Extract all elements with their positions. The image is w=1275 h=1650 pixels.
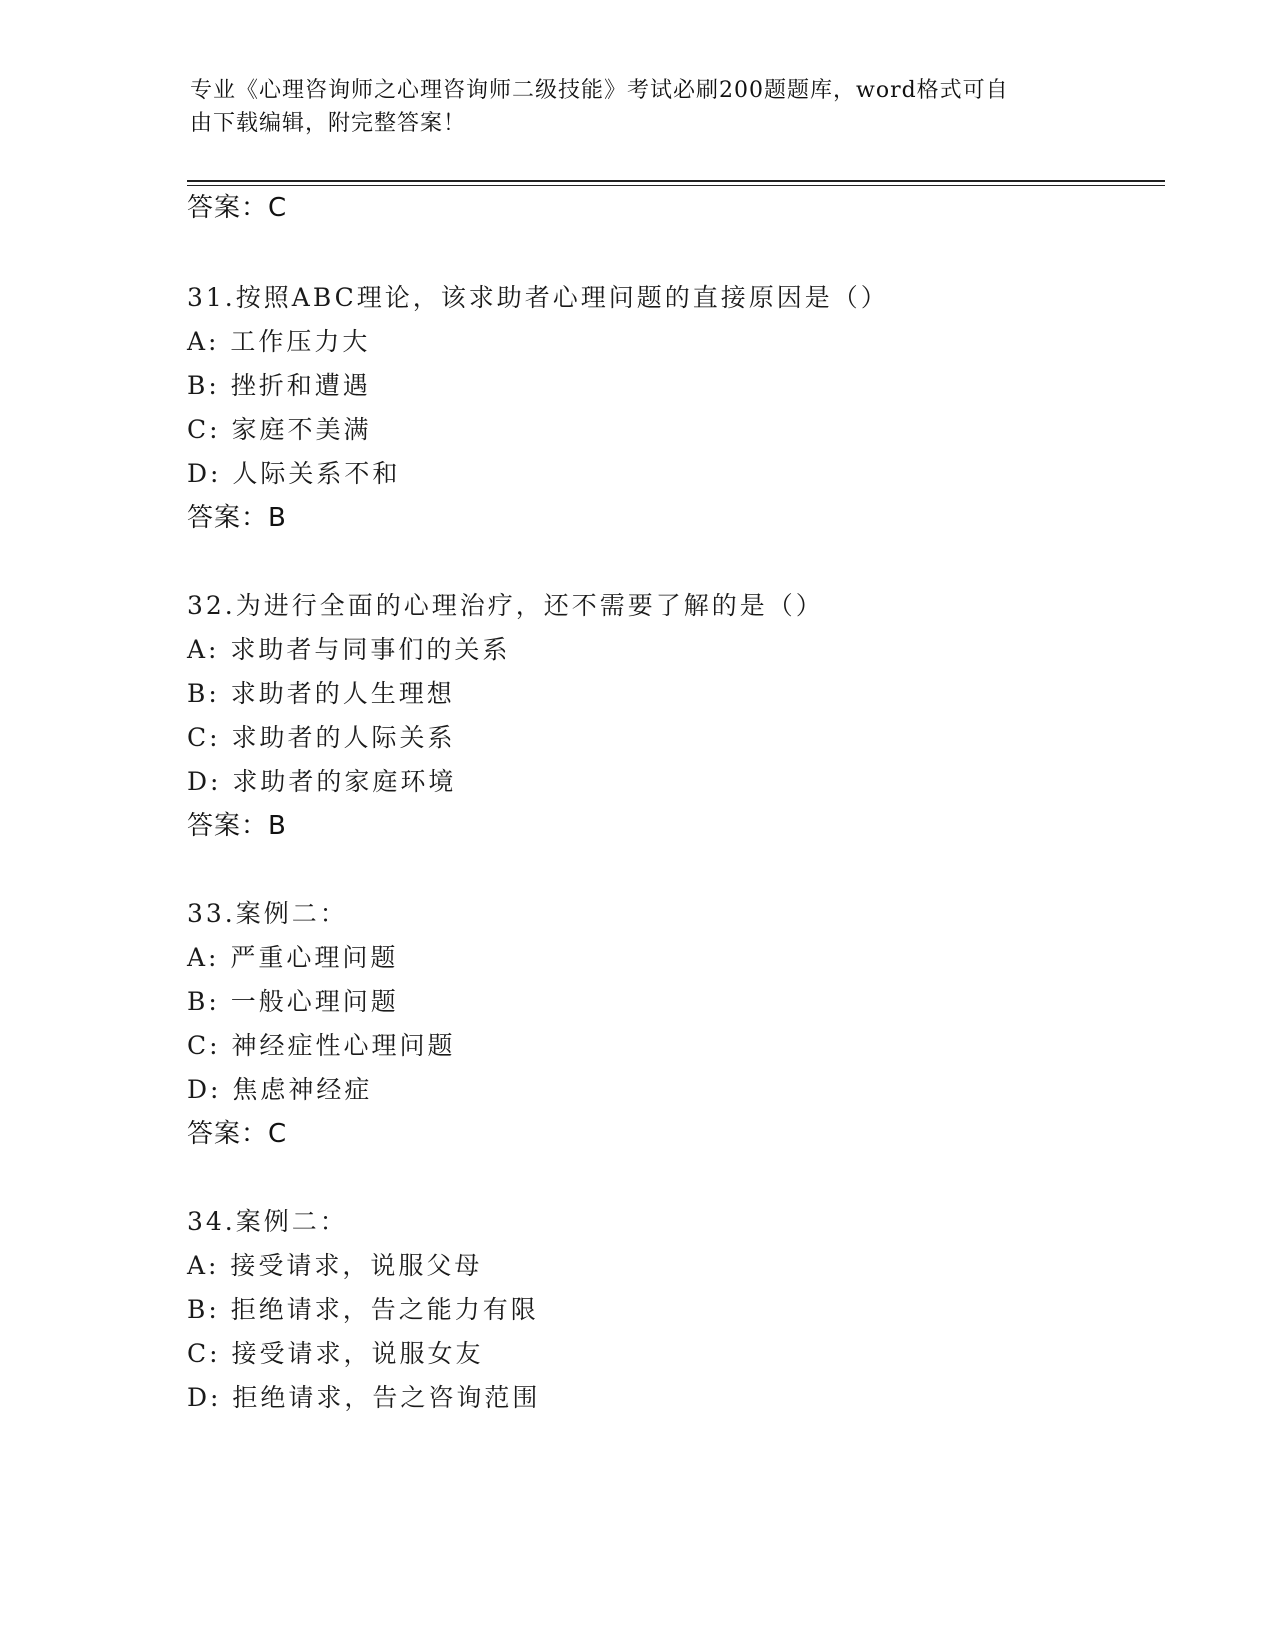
question-32-option-b: B: 求助者的人生理想 [187,679,455,708]
question-31-option-c: C: 家庭不美满 [187,415,372,444]
question-34-option-a: A: 接受请求，说服父母 [187,1251,483,1280]
question-32-answer: 答案：B [187,811,287,841]
question-31-option-b: B: 挫折和遭遇 [187,371,371,400]
question-33-option-c: C: 神经症性心理问题 [187,1031,456,1060]
header-divider-thin [187,185,1165,186]
question-33-answer: 答案：C [187,1119,288,1149]
previous-answer: 答案：C [187,193,288,223]
header-line-1: 专业《心理咨询师之心理咨询师二级技能》考试必刷200题题库，word格式可自 [190,78,1009,103]
question-32-stem: 32.为进行全面的心理治疗，还不需要了解的是（） [187,591,824,620]
header-line-2: 由下载编辑，附完整答案！ [190,111,467,136]
question-31-answer: 答案：B [187,503,287,533]
question-34-option-b: B: 拒绝请求，告之能力有限 [187,1295,539,1324]
document-header [190,74,1080,140]
question-34-stem: 34.案例二： [187,1207,348,1236]
question-33-option-d: D: 焦虑神经症 [187,1075,373,1104]
question-33-option-b: B: 一般心理问题 [187,987,399,1016]
question-34-option-c: C: 接受请求，说服女友 [187,1339,484,1368]
question-32-option-c: C: 求助者的人际关系 [187,723,456,752]
question-31-option-d: D: 人际关系不和 [187,459,401,488]
question-32-option-a: A: 求助者与同事们的关系 [187,635,511,664]
question-32-option-d: D: 求助者的家庭环境 [187,767,457,796]
question-31-stem: 31.按照ABC理论，该求助者心理问题的直接原因是（） [187,283,889,312]
header-divider-thick [187,180,1165,182]
question-34-option-d: D: 拒绝请求，告之咨询范围 [187,1383,541,1412]
question-33-option-a: A: 严重心理问题 [187,943,399,972]
question-31-option-a: A: 工作压力大 [187,327,371,356]
question-33-stem: 33.案例二： [187,899,348,928]
